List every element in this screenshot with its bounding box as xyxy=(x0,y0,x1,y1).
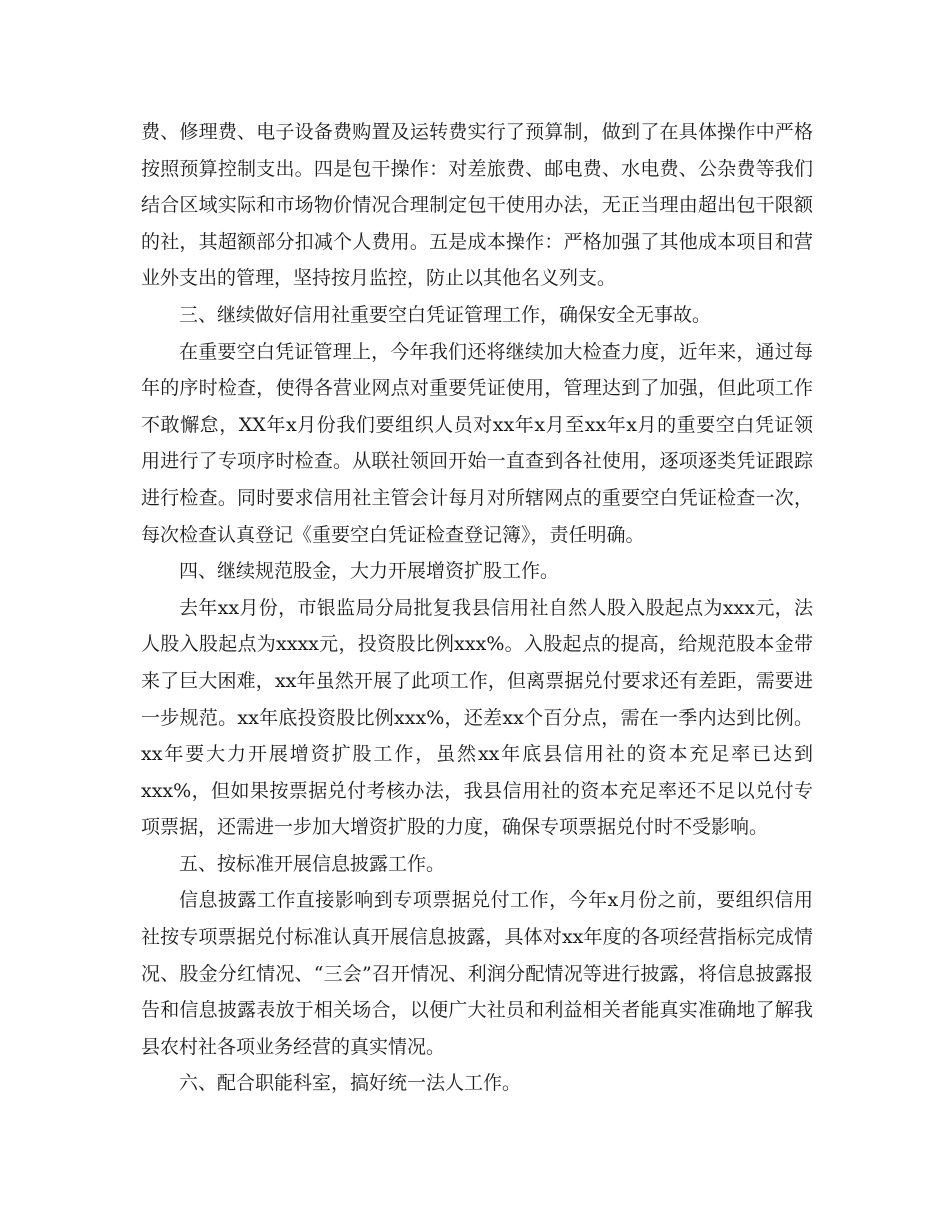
paragraph-budget-control: 费、修理费、电子设备费购置及运转费实行了预算制，做到了在具体操作中严格按照预算控制支出。四是包干操作：对差旅费、邮电费、水电费、公杂费等我们结合区域实际和市场物价情况合理制定包干使用办法，无正当理由超出包干限额的社，其超额部分扣减个人费用。五是成本操作：严格加强了其他成本项目和营业外支出的管理，坚持按月监控，防止以其他名义列支。 xyxy=(141,121,813,290)
paragraph-share-capital: 去年xx月份，市银监局分局批复我县信用社自然人股入股起点为xxx元，法人股入股起点为xxxx元，投资股比例xxx%。入股起点的提高，给规范股本金带来了巨大困难，xx年虽然开展了此项工作，但离票据兑付要求还有差距，需要进一步规范。xx年底投资股比例xxx%，还差xx个百分点，需在一季内达到比例。xx年要大力开展增资扩股工作，虽然xx年底县信用社的资本充足率已达到xxx%，但如果按票据兑付考核办法，我县信用社的资本充足率还不足以兑付专项票据，还需进一步加大增资扩股的力度，确保专项票据兑付时不受影响。 xyxy=(141,596,813,839)
paragraph-voucher-management: 在重要空白凭证管理上，今年我们还将继续加大检查力度，近年来，通过每年的序时检查，使得各营业网点对重要凭证使用，管理达到了加强，但此项工作不敢懈怠，XX年x月份我们要组织人员对xx年x月至xx年x月的重要空白凭证领用进行了专项序时检查。从联社领回开始一直查到各社使用，逐项逐类凭证跟踪进行检查。同时要求信用社主管会计每月对所辖网点的重要空白凭证检查一次，每次检查认真登记《重要空白凭证检查登记簿》，责任明确。 xyxy=(141,340,813,546)
paragraph-information-disclosure: 信息披露工作直接影响到专项票据兑付工作，今年x月份之前，要组织信用社按专项票据兑付标准认真开展信息披露，具体对xx年度的各项经营指标完成情况、股金分红情况、“三会”召开情况、利润分配情况等进行披露，将信息披露报告和信息披露表放于相关场合，以便广大社员和利益相关者能真实准确地了解我县农村社各项业务经营的真实情况。 xyxy=(141,889,813,1058)
heading-information-disclosure: 五、按标准开展信息披露工作。 xyxy=(179,852,446,875)
heading-share-capital: 四、继续规范股金，大力开展增资扩股工作。 xyxy=(179,560,560,583)
document-body xyxy=(141,114,813,1102)
heading-unified-legal-person: 六、配合职能科室，搞好统一法人工作。 xyxy=(179,1072,522,1095)
heading-voucher-management: 三、继续做好信用社重要空白凭证管理工作，确保安全无事故。 xyxy=(179,303,712,326)
